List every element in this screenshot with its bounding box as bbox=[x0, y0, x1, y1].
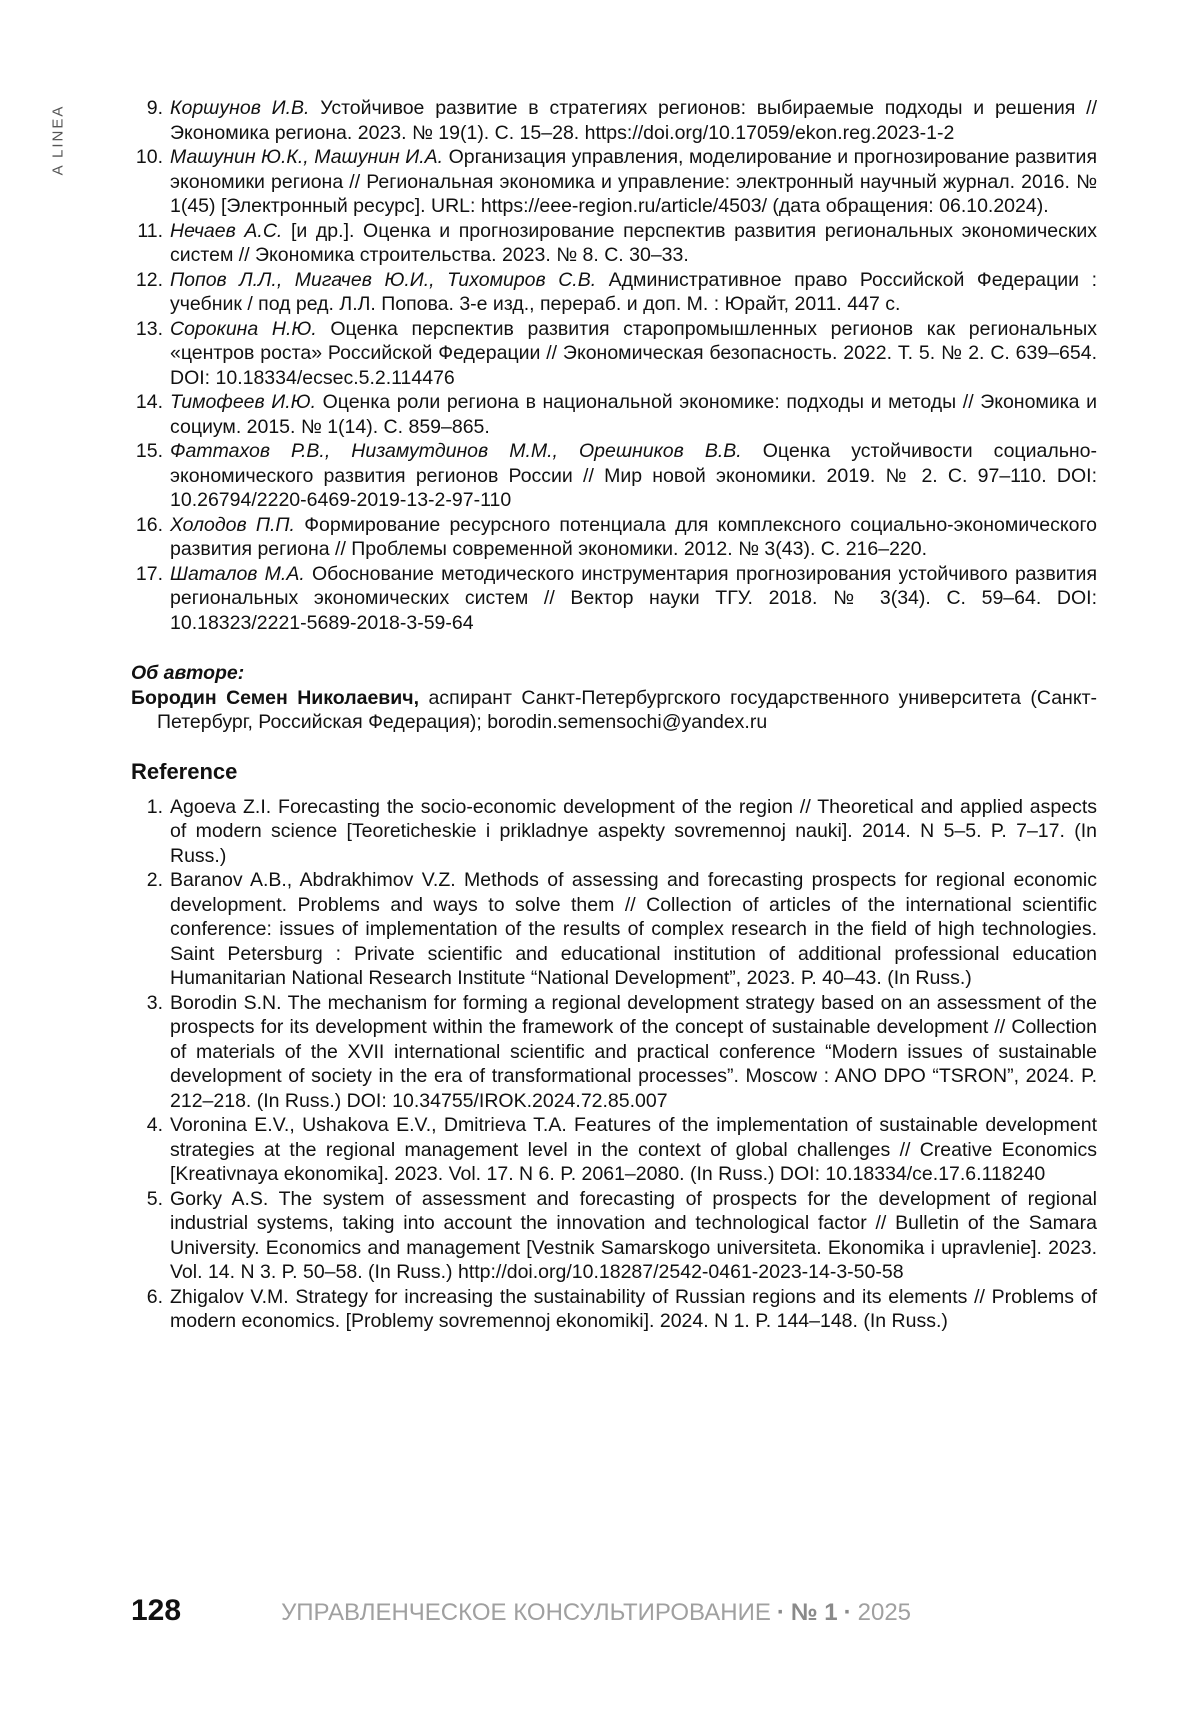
item-number: 16. bbox=[135, 513, 163, 536]
side-label: A LINEA bbox=[49, 104, 67, 176]
russian-reference-list bbox=[131, 96, 1097, 635]
list-item bbox=[131, 439, 1097, 513]
item-text: Gorky A.S. The system of assessment and forecasting of prospects for the development of regional industrial systems, taking into account the innovation and technological factor // Bulletin of the Samara University. Economics and management [Vestnik Samarskogo universiteta. Ekonomika i upravlenie]. 2023. Vol. 14. N 3. P. 50–58. (In Russ.) http://doi.org/10.18287/2542-0461-2023-14-3-50-58 bbox=[170, 1187, 1097, 1283]
item-text: Формирование ресурсного потенциала для комплексного социально-экономического развития региона // Проблемы современной экономики. 2012. № 3(43). С. 216–220. bbox=[170, 513, 1097, 560]
issue-number: № 1 bbox=[790, 1599, 838, 1626]
item-authors: Машунин Ю.К., Машунин И.А. bbox=[170, 146, 444, 168]
item-number: 3. bbox=[146, 991, 163, 1014]
page-content bbox=[131, 96, 1097, 1334]
item-number: 5. bbox=[146, 1187, 163, 1210]
item-text: Agoeva Z.I. Forecasting the socio-economic development of the region // Theoretical and applied aspects of modern science [Teoreticheskie i prikladnye aspekty sovremennoj nauki]. 2014. N 5–5. P. 7–17. (In Russ.) bbox=[170, 795, 1097, 867]
item-text: Устойчивое развитие в стратегиях регионов: выбираемые подходы и решения // Экономика региона. 2023. № 19(1). С. 15–28. https://doi.org/10.17059/ekon.reg.2023-1-2 bbox=[170, 97, 1097, 144]
item-authors: Шаталов М.А. bbox=[170, 562, 305, 585]
list-item bbox=[131, 1285, 1097, 1334]
item-number: 11. bbox=[137, 219, 163, 242]
separator-dot: · bbox=[843, 1599, 852, 1626]
author-details: аспирант Санкт-Петербургского государственного университета (Санкт-Петербург, Российская Федерация); borodin.semensochi@yandex.ru bbox=[157, 686, 1097, 733]
item-text: Voronina E.V., Ushakova E.V., Dmitrieva T.A. Features of the implementation of sustainable development strategies at the regional management level in the context of global challenges // Creative Economics [Kreativnaya ekonomika]. 2023. Vol. 17. N 6. P. 2061–2080. (In Russ.) DOI: 10.18334/ce.17.6.118240 bbox=[170, 1114, 1097, 1185]
journal-title: УПРАВЛЕНЧЕСКОЕ КОНСУЛЬТИРОВАНИЕ bbox=[281, 1599, 771, 1626]
author-heading: Об авторе: bbox=[131, 662, 245, 684]
page-footer bbox=[131, 1594, 1097, 1634]
list-item bbox=[131, 795, 1097, 869]
list-item bbox=[131, 96, 1097, 145]
list-item bbox=[131, 219, 1097, 268]
item-number: 2. bbox=[146, 869, 163, 891]
page-number: 128 bbox=[131, 1594, 182, 1627]
item-text: Организация управления, моделирование и прогнозирование развития экономики региона // Региональная экономика и управление: электронный научный журнал. 2016. № 1(45) [Электронный ресурс]. URL: https://eee-region.ru/article/4503/ (дата обращения: 06.10.2024). bbox=[170, 146, 1097, 217]
item-number: 10. bbox=[135, 146, 163, 168]
item-authors: Сорокина Н.Ю. bbox=[170, 317, 317, 340]
item-authors: Попов Л.Л., Мигачев Ю.И., Тихомиров С.В. bbox=[170, 268, 597, 291]
item-authors: Холодов П.П. bbox=[170, 513, 295, 536]
item-text: Оценка роли региона в национальной экономике: подходы и методы // Экономика и социум. 2015. № 1(14). С. 859–865. bbox=[170, 391, 1098, 438]
item-number: 9. bbox=[146, 97, 163, 119]
list-item bbox=[131, 868, 1097, 991]
list-item bbox=[131, 1187, 1097, 1285]
list-item bbox=[131, 991, 1097, 1114]
item-text: Обоснование методического инструментария прогнозирования устойчивого развития региональных экономических систем // Вектор науки ТГУ. 2018. № 3(34). С. 59–64. DOI: 10.18323/2221-5689-2018-3-59-64 bbox=[170, 562, 1097, 634]
item-number: 15. bbox=[135, 440, 163, 462]
item-number: 6. bbox=[146, 1285, 163, 1308]
item-text: Оценка устойчивости социально-экономического развития регионов России // Мир новой экономики. 2019. № 2. С. 97–110. DOI: 10.26794/2220-6469-2019-13-2-97-110 bbox=[170, 440, 1097, 511]
item-number: 14. bbox=[135, 391, 163, 413]
item-text: Оценка перспектив развития старопромышленных регионов как региональных «центров роста» Российской Федерации // Экономическая безопасность. 2022. Т. 5. № 2. С. 639–654. DOI: 10.18334/ecsec.5.2.114476 bbox=[170, 317, 1097, 389]
list-item bbox=[131, 268, 1097, 317]
item-authors: Тимофеев И.Ю. bbox=[170, 391, 317, 413]
author-info bbox=[131, 686, 1097, 735]
item-number: 1. bbox=[146, 795, 163, 818]
item-authors: Нечаев А.С. bbox=[170, 219, 283, 242]
list-item bbox=[131, 513, 1097, 562]
english-reference-list bbox=[131, 795, 1097, 1334]
item-number: 13. bbox=[135, 317, 163, 340]
separator-dot: · bbox=[776, 1599, 785, 1626]
list-item bbox=[131, 317, 1097, 391]
item-text: Baranov A.B., Abdrakhimov V.Z. Methods of assessing and forecasting prospects for regional economic development. Problems and ways to solve them // Collection of articles of the international scientific conference: issues of implementation of the results of complex research in the field of high technologies. Saint Petersburg : Private scientific and educational institution of additional professional education Humanitarian National Research Institute “National Development”, 2023. P. 40–43. (In Russ.) bbox=[170, 869, 1097, 989]
list-item bbox=[131, 562, 1097, 636]
item-number: 17. bbox=[135, 562, 163, 585]
item-text: [и др.]. Оценка и прогнозирование перспектив развития региональных экономических систем // Экономика строительства. 2023. № 8. С. 30–33. bbox=[170, 219, 1097, 266]
list-item bbox=[131, 1113, 1097, 1187]
item-authors: Фаттахов Р.В., Низамутдинов М.М., Орешников В.В. bbox=[170, 440, 742, 462]
author-name: Бородин Семен Николаевич, bbox=[131, 686, 420, 709]
item-text: Borodin S.N. The mechanism for forming a regional development strategy based on an assessment of the prospects for its development within the framework of the concept of sustainable development // Collection of materials of the XVII international scientific and practical conference “Modern issues of sustainable development of society in the era of transformational processes”. Moscow : ANO DPO “TSRON”, 2024. P. 212–218. (In Russ.) DOI: 10.34755/IROK.2024.72.85.007 bbox=[170, 991, 1097, 1112]
list-item bbox=[131, 390, 1097, 439]
item-number: 12. bbox=[135, 268, 163, 291]
item-authors: Коршунов И.В. bbox=[170, 97, 310, 119]
issue-year: 2025 bbox=[857, 1599, 912, 1626]
item-text: Административное право Российской Федерации : учебник / под ред. Л.Л. Попова. 3-е изд., перераб. и доп. М. : Юрайт, 2011. 447 с. bbox=[170, 268, 1097, 315]
reference-heading: Reference bbox=[131, 758, 238, 784]
item-text: Zhigalov V.M. Strategy for increasing the sustainability of Russian regions and its elements // Problems of modern economics. [Problemy sovremennoj ekonomiki]. 2024. N 1. P. 144–148. (In Russ.) bbox=[170, 1285, 1097, 1332]
list-item bbox=[131, 145, 1097, 219]
running-footer bbox=[281, 1599, 911, 1627]
item-number: 4. bbox=[146, 1114, 163, 1136]
